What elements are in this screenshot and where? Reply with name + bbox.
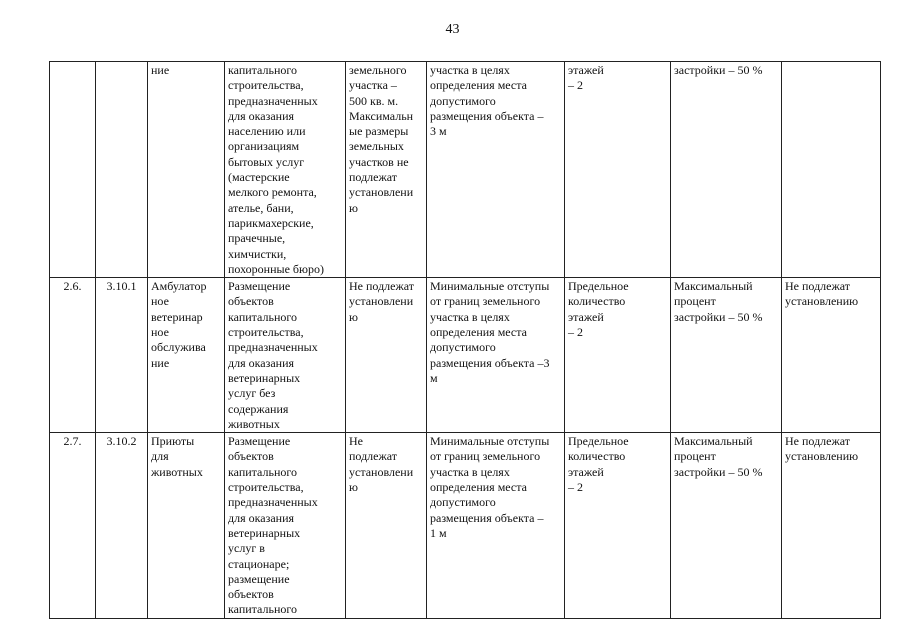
cell-floors: Предельное количество этажей – 2 <box>565 433 671 619</box>
cell-plot-size: Не подлежат установлени ю <box>346 433 427 619</box>
cell-number: 2.6. <box>50 278 96 433</box>
cell-floors: Предельное количество этажей – 2 <box>565 278 671 433</box>
cell-floors: этажей – 2 <box>565 62 671 278</box>
cell-code: 3.10.1 <box>96 278 148 433</box>
cell-coverage: Максимальный процент застройки – 50 % <box>671 433 782 619</box>
cell-number: 2.7. <box>50 433 96 619</box>
cell-other <box>782 62 881 278</box>
cell-description: капитального строительства, предназначенных для оказания населению или организациям бытовых услуг (мастерские мелкого ремонта, ателье, бани, парикмахерские, прачечные, химчистки, похоронные бюро) <box>225 62 346 278</box>
cell-setbacks: Минимальные отступы от границ земельного участка в целях определения места допустимого размещения объекта – 1 м <box>427 433 565 619</box>
cell-plot-size: земельного участка – 500 кв. м. Максимальн ые размеры земельных участков не подлежат установлени ю <box>346 62 427 278</box>
cell-coverage: Максимальный процент застройки – 50 % <box>671 278 782 433</box>
cell-plot-size: Не подлежат установлени ю <box>346 278 427 433</box>
cell-code: 3.10.2 <box>96 433 148 619</box>
table-row <box>50 62 881 278</box>
cell-description: Размещение объектов капитального строительства, предназначенных для оказания ветеринарных услуг без содержания животных <box>225 278 346 433</box>
cell-number <box>50 62 96 278</box>
cell-description: Размещение объектов капитального строительства, предназначенных для оказания ветеринарных услуг в стационаре; размещение объектов капитального <box>225 433 346 619</box>
cell-setbacks: Минимальные отступы от границ земельного участка в целях определения места допустимого размещения объекта –3 м <box>427 278 565 433</box>
cell-code <box>96 62 148 278</box>
cell-use-name: ние <box>148 62 225 278</box>
cell-other: Не подлежат установлению <box>782 278 881 433</box>
table-row <box>50 433 881 619</box>
cell-other: Не подлежат установлению <box>782 433 881 619</box>
cell-use-name: Приюты для животных <box>148 433 225 619</box>
cell-use-name: Амбулатор ное ветеринар ное обслужива ние <box>148 278 225 433</box>
cell-setbacks: участка в целях определения места допустимого размещения объекта – 3 м <box>427 62 565 278</box>
page-number: 43 <box>445 22 460 37</box>
zoning-table <box>49 61 881 619</box>
cell-coverage: застройки – 50 % <box>671 62 782 278</box>
table-row <box>50 278 881 433</box>
